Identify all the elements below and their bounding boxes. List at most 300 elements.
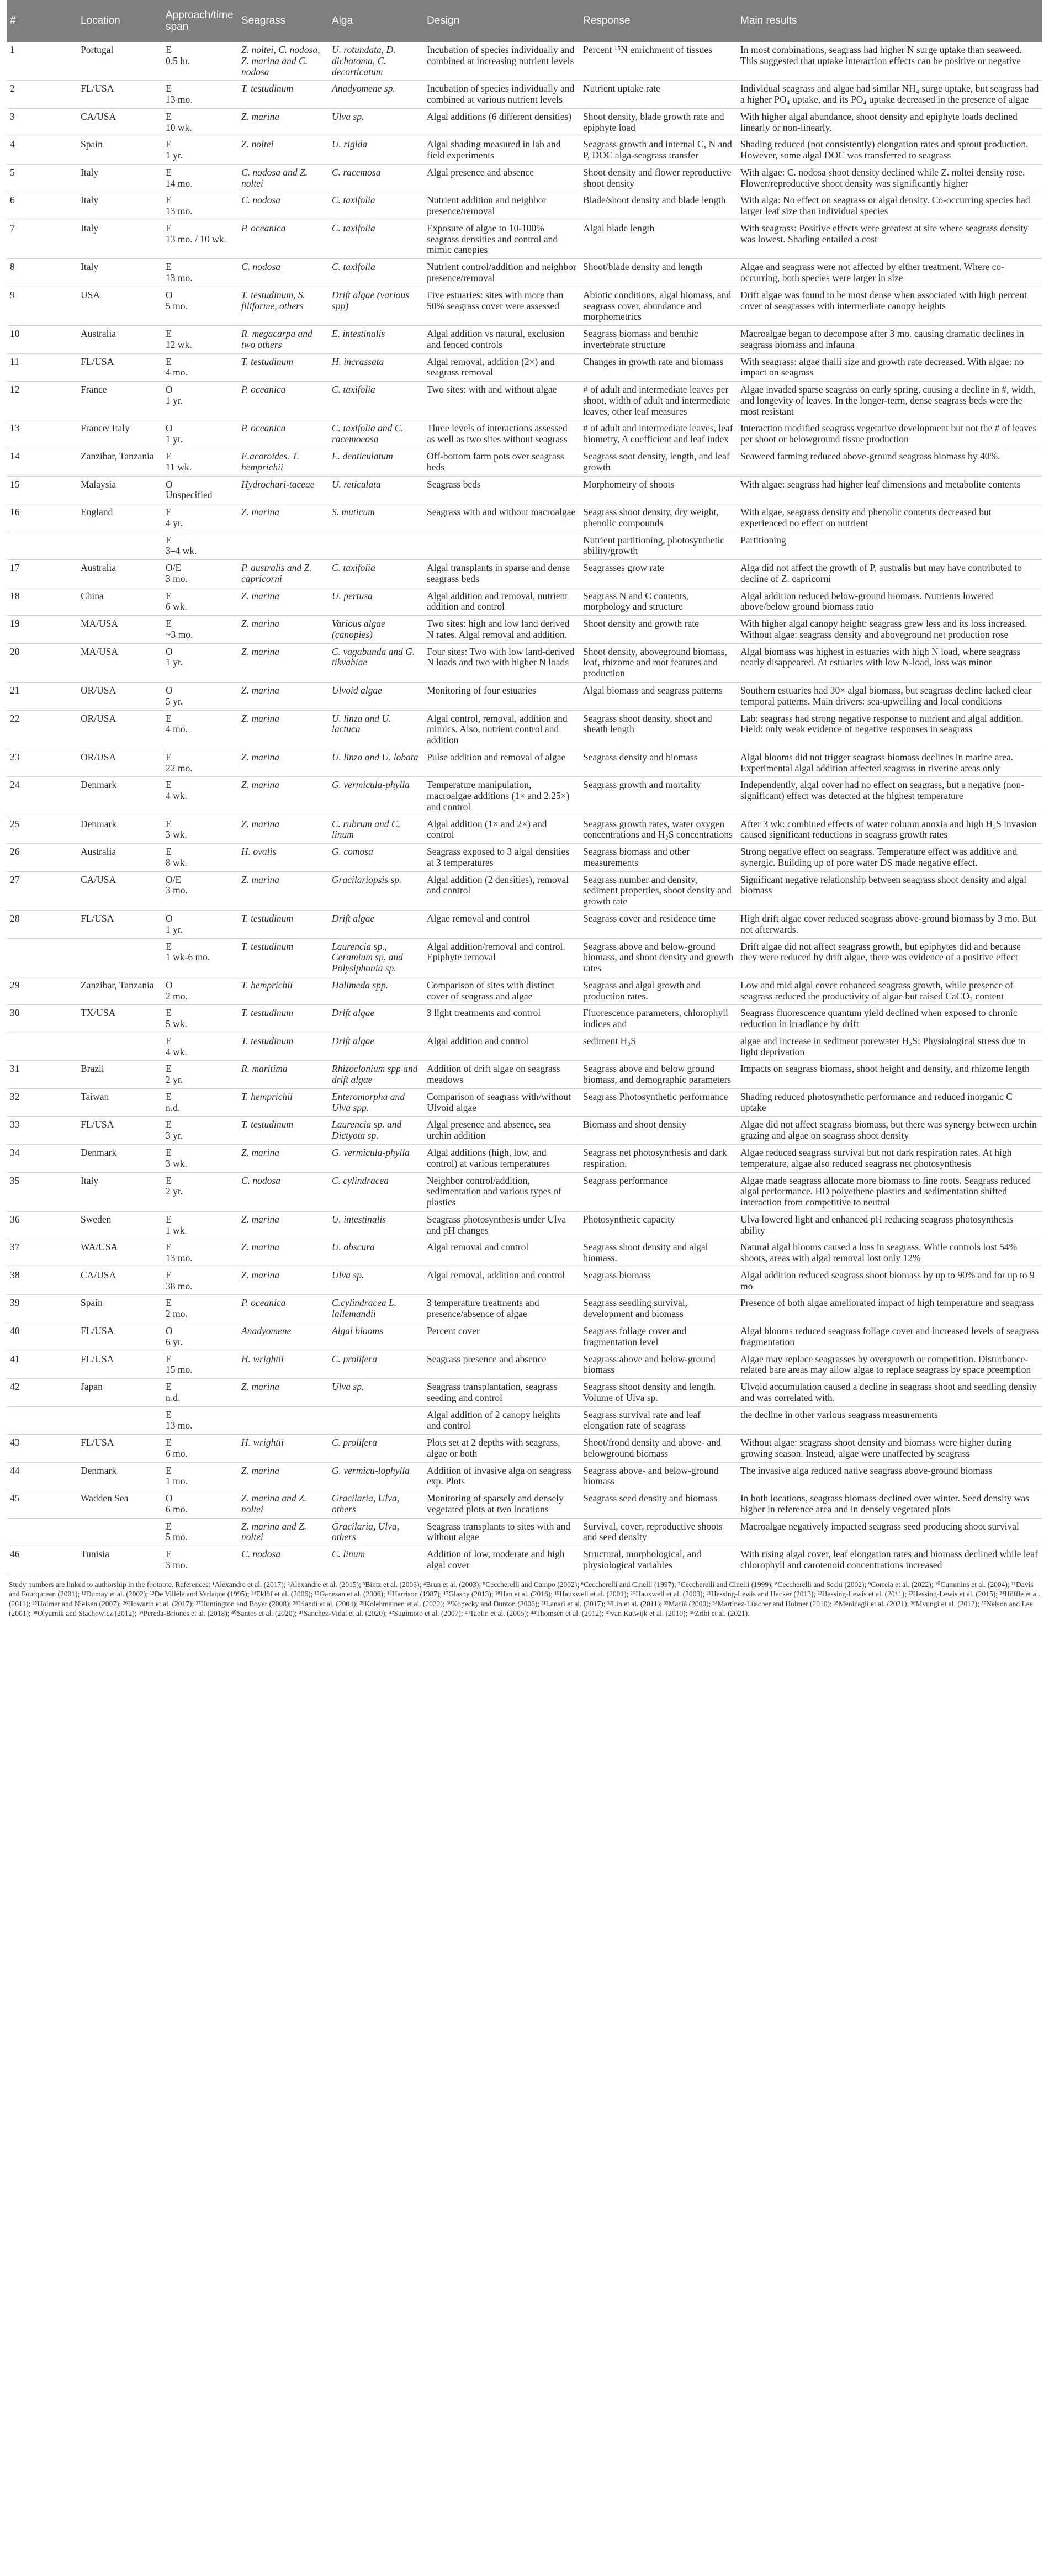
results-cell: After 3 wk: combined effects of water column anoxia and high H₂S invasion caused significant reductions in seagrass growth rates — [737, 816, 1042, 844]
results-cell: Partitioning — [737, 532, 1042, 560]
design-cell: Temperature manipulation, macroalgae additions (1× and 2.25×) and control — [423, 777, 580, 816]
approach-cell: E 3–4 wk. — [162, 532, 238, 560]
response-cell: Seagrasses grow rate — [580, 560, 737, 588]
seagrass-cell: Z. marina — [238, 588, 329, 616]
alga-cell: C.cylindracea L. lallemandii — [329, 1295, 423, 1323]
design-cell: Comparison of sites with distinct cover of seagrass and algae — [423, 977, 580, 1005]
alga-cell: G. vermicu-lophylla — [329, 1462, 423, 1490]
seagrass-cell: T. testudinum — [238, 353, 329, 382]
table-row — [7, 382, 1042, 420]
study-number: 42 — [7, 1379, 77, 1407]
table-row — [7, 1145, 1042, 1173]
study-number: 5 — [7, 164, 77, 192]
results-cell: With rising algal cover, leaf elongation rates and biomass declined while leaf chlorophyll and carotenoid concentrations increased — [737, 1546, 1042, 1574]
response-cell: Seagrass survival rate and leaf elongation rate of seagrass — [580, 1406, 737, 1435]
results-cell: Seaweed farming reduced above-ground seagrass biomass by 40%. — [737, 448, 1042, 476]
location-cell: OR/USA — [77, 749, 162, 777]
location-cell: Brazil — [77, 1061, 162, 1089]
location-cell: Italy — [77, 192, 162, 220]
response-cell: Photosynthetic capacity — [580, 1211, 737, 1239]
alga-cell: Gracilariopsis sp. — [329, 871, 423, 910]
alga-cell: U. reticulata — [329, 476, 423, 504]
results-cell: Natural algal blooms caused a loss in seagrass. While controls lost 54% shoots, areas with algal removal lost only 12% — [737, 1239, 1042, 1267]
study-number: 15 — [7, 476, 77, 504]
results-cell: Algae reduced seagrass survival but not dark respiration rates. At high temperature, algae also reduced seagrass net photosynthesis — [737, 1145, 1042, 1173]
approach-cell: E n.d. — [162, 1379, 238, 1407]
alga-cell: U. intestinalis — [329, 1211, 423, 1239]
table-header — [7, 0, 1042, 42]
location-cell: WA/USA — [77, 1239, 162, 1267]
design-cell: Two sites: with and without algae — [423, 382, 580, 420]
table-row — [7, 1379, 1042, 1407]
table-row — [7, 326, 1042, 354]
design-cell: Plots set at 2 depths with seagrass, algae or both — [423, 1435, 580, 1463]
study-number: 20 — [7, 643, 77, 682]
seagrass-cell: T. testudinum — [238, 1005, 329, 1033]
results-cell: In most combinations, seagrass had higher N surge uptake than seaweed. This suggested that uptake interaction effects can be positive or negative — [737, 42, 1042, 81]
approach-cell: E 6 wk. — [162, 588, 238, 616]
response-cell: Nutrient uptake rate — [580, 81, 737, 109]
table-row — [7, 1033, 1042, 1061]
table-row — [7, 1546, 1042, 1574]
alga-cell: C. rubrum and C. linum — [329, 816, 423, 844]
alga-cell: G. vermicula-phylla — [329, 777, 423, 816]
location-cell: CA/USA — [77, 871, 162, 910]
table-row — [7, 710, 1042, 749]
design-cell: Algal addition (1× and 2×) and control — [423, 816, 580, 844]
response-cell: Seagrass seed density and biomass — [580, 1490, 737, 1519]
response-cell: Shoot density, aboveground biomass, leaf, rhizome and root features and production — [580, 643, 737, 682]
design-cell: Monitoring of sparsely and densely vegetated plots at two locations — [423, 1490, 580, 1519]
approach-cell: E 15 mo. — [162, 1351, 238, 1379]
seagrass-cell: C. nodosa — [238, 259, 329, 287]
seagrass-cell: C. nodosa — [238, 1172, 329, 1211]
design-cell: Seagrass transplants to sites with and without algae — [423, 1518, 580, 1546]
alga-cell: Ulva sp. — [329, 108, 423, 136]
results-cell: Presence of both algae ameliorated impact of high temperature and seagrass — [737, 1295, 1042, 1323]
design-cell: Seagrass presence and absence — [423, 1351, 580, 1379]
approach-cell: E 3 yr. — [162, 1117, 238, 1145]
study-number: 25 — [7, 816, 77, 844]
location-cell: Australia — [77, 326, 162, 354]
results-cell: Without algae: seagrass shoot density and biomass were higher during growing season. Instead, algae were unaffected by seagrass — [737, 1435, 1042, 1463]
table-row — [7, 1088, 1042, 1117]
response-cell: # of adult and intermediate leaves per shoot, width of adult and intermediate leaves, other leaf measures — [580, 382, 737, 420]
study-number: 12 — [7, 382, 77, 420]
location-cell: China — [77, 588, 162, 616]
response-cell: Seagrass number and density, sediment properties, shoot density and growth rate — [580, 871, 737, 910]
design-cell: Algal presence and absence — [423, 164, 580, 192]
results-cell: Individual seagrass and algae had similar NH₄ surge uptake, but seagrass had a higher PO₄ uptake, and its PO₄ uptake decreased in the presence of algae — [737, 81, 1042, 109]
location-cell — [77, 1406, 162, 1435]
response-cell: Blade/shoot density and blade length — [580, 192, 737, 220]
alga-cell: C. taxifolia — [329, 382, 423, 420]
response-cell: Nutrient partitioning, photosynthetic ability/growth — [580, 532, 737, 560]
design-cell: Algal additions (high, low, and control) at various temperatures — [423, 1145, 580, 1173]
location-cell: France — [77, 382, 162, 420]
response-cell: Shoot/blade density and length — [580, 259, 737, 287]
seagrass-cell: Z. marina — [238, 682, 329, 710]
alga-cell: C. taxifolia — [329, 560, 423, 588]
response-cell: Survival, cover, reproductive shoots and seed density — [580, 1518, 737, 1546]
response-cell: Seagrass growth rates, water oxygen concentrations and H₂S concentrations — [580, 816, 737, 844]
col-location-header: Location — [77, 0, 162, 42]
alga-cell: C. cylindracea — [329, 1172, 423, 1211]
approach-cell: O 1 yr. — [162, 911, 238, 939]
location-cell: FL/USA — [77, 81, 162, 109]
results-cell: algae and increase in sediment porewater H₂S: Physiological stress due to light deprivation — [737, 1033, 1042, 1061]
design-cell: Two sites: high and low land derived N rates. Algal removal and addition. — [423, 616, 580, 644]
table-row — [7, 1323, 1042, 1351]
col-response-header: Response — [580, 0, 737, 42]
seagrass-cell: Z. marina — [238, 1211, 329, 1239]
table-row — [7, 108, 1042, 136]
alga-cell — [329, 1406, 423, 1435]
response-cell: Seagrass above and below-ground biomass, and shoot density and growth rates — [580, 938, 737, 977]
alga-cell: E. intestinalis — [329, 326, 423, 354]
location-cell: CA/USA — [77, 108, 162, 136]
location-cell: FL/USA — [77, 911, 162, 939]
design-cell: Algal addition of 2 canopy heights and control — [423, 1406, 580, 1435]
seagrass-cell: E.acoroides. T. hemprichii — [238, 448, 329, 476]
design-cell: 3 light treatments and control — [423, 1005, 580, 1033]
table-row — [7, 643, 1042, 682]
alga-cell: Enteromorpha and Ulva spp. — [329, 1088, 423, 1117]
results-cell: Algae may replace seagrasses by overgrowth or competition. Disturbance-related bare areas may allow algae to replace seagrass by space preemption — [737, 1351, 1042, 1379]
approach-cell: O 1 yr. — [162, 382, 238, 420]
design-cell: Algal addition (2 densities), removal and control — [423, 871, 580, 910]
location-cell: Italy — [77, 259, 162, 287]
design-cell: Addition of invasive alga on seagrass exp. Plots — [423, 1462, 580, 1490]
location-cell: Malaysia — [77, 476, 162, 504]
table-row — [7, 1435, 1042, 1463]
design-cell: Algal shading measured in lab and field experiments — [423, 136, 580, 165]
alga-cell: Halimeda spp. — [329, 977, 423, 1005]
response-cell: Seagrass Photosynthetic performance — [580, 1088, 737, 1117]
results-cell: With algae, seagrass density and phenolic contents decreased but experienced no effect on nutrient — [737, 504, 1042, 532]
design-cell: Algal control, removal, addition and mimics. Also, nutrient control and addition — [423, 710, 580, 749]
alga-cell — [329, 532, 423, 560]
alga-cell: Ulva sp. — [329, 1267, 423, 1295]
location-cell: France/ Italy — [77, 420, 162, 448]
approach-cell: E 13 mo. — [162, 259, 238, 287]
table-row — [7, 1117, 1042, 1145]
response-cell: Algal biomass and seagrass patterns — [580, 682, 737, 710]
seagrass-cell: P. australis and Z. capricorni — [238, 560, 329, 588]
alga-cell: Ulva sp. — [329, 1379, 423, 1407]
results-cell: Shading reduced photosynthetic performance and reduced inorganic C uptake — [737, 1088, 1042, 1117]
response-cell: Seagrass soot density, length, and leaf growth — [580, 448, 737, 476]
seagrass-cell: Z. marina — [238, 749, 329, 777]
seagrass-cell: P. oceanica — [238, 1295, 329, 1323]
results-cell: Drift algae was found to be most dense when associated with high percent cover of seagrasses with intermediate canopy heights — [737, 287, 1042, 325]
design-cell: Nutrient addition and neighbor presence/removal — [423, 192, 580, 220]
approach-cell: E 13 mo. — [162, 81, 238, 109]
seagrass-cell: T. testudinum — [238, 81, 329, 109]
results-cell: Seagrass fluorescence quantum yield declined when exposed to chronic reduction in irradiance by drift — [737, 1005, 1042, 1033]
study-number: 2 — [7, 81, 77, 109]
location-cell: Italy — [77, 164, 162, 192]
location-cell: Sweden — [77, 1211, 162, 1239]
study-number: 14 — [7, 448, 77, 476]
seagrass-cell: Z. marina — [238, 643, 329, 682]
seagrass-cell: Z. marina and Z. noltei — [238, 1490, 329, 1519]
table-row — [7, 420, 1042, 448]
study-number: 26 — [7, 844, 77, 872]
study-number: 13 — [7, 420, 77, 448]
response-cell: Fluorescence parameters, chlorophyll indices and — [580, 1005, 737, 1033]
approach-cell: E 38 mo. — [162, 1267, 238, 1295]
alga-cell: G. vermicula-phylla — [329, 1145, 423, 1173]
study-number: 7 — [7, 220, 77, 258]
alga-cell: S. muticum — [329, 504, 423, 532]
alga-cell: G. comosa — [329, 844, 423, 872]
alga-cell: Drift algae — [329, 1005, 423, 1033]
results-cell: Independently, algal cover had no effect on seagrass, but a negative (non-significant) effect was detected at the highest temperature — [737, 777, 1042, 816]
design-cell: Four sites: Two with low land-derived N loads and two with higher N loads — [423, 643, 580, 682]
design-cell: Seagrass transplantation, seagrass seeding and control — [423, 1379, 580, 1407]
design-cell: Seagrass with and without macroalgae — [423, 504, 580, 532]
table-row — [7, 192, 1042, 220]
seagrass-cell: T. testudinum — [238, 1033, 329, 1061]
seagrass-cell: H. wrightii — [238, 1351, 329, 1379]
seagrass-cell: T. testudinum — [238, 938, 329, 977]
study-number: 3 — [7, 108, 77, 136]
seagrass-cell: P. oceanica — [238, 420, 329, 448]
alga-cell: U. linza and U. lactuca — [329, 710, 423, 749]
approach-cell: E 4 mo. — [162, 710, 238, 749]
approach-cell: O Unspecified — [162, 476, 238, 504]
design-cell: Off-bottom farm pots over seagrass beds — [423, 448, 580, 476]
results-cell: Impacts on seagrass biomass, shoot height and density, and rhizome length — [737, 1061, 1042, 1089]
design-cell: Pulse addition and removal of algae — [423, 749, 580, 777]
table-row — [7, 1490, 1042, 1519]
seagrass-cell — [238, 1406, 329, 1435]
alga-cell: U. rigida — [329, 136, 423, 165]
seagrass-cell: C. nodosa and Z. noltei — [238, 164, 329, 192]
approach-cell: O 2 mo. — [162, 977, 238, 1005]
studies-table — [7, 0, 1042, 1574]
response-cell: Seagrass shoot density and algal biomass. — [580, 1239, 737, 1267]
approach-cell: O 5 yr. — [162, 682, 238, 710]
design-cell: Algal transplants in sparse and dense seagrass beds — [423, 560, 580, 588]
approach-cell: E 4 wk. — [162, 1033, 238, 1061]
results-cell: With algae: C. nodosa shoot density declined while Z. noltei density rose. Flower/reproductive shoot density was significantly higher — [737, 164, 1042, 192]
results-cell: Interaction modified seagrass vegetative development but not the # of leaves per shoot or belowground tissue production — [737, 420, 1042, 448]
table-row — [7, 816, 1042, 844]
approach-cell: E 0.5 hr. — [162, 42, 238, 81]
design-cell: Seagrass beds — [423, 476, 580, 504]
study-number: 29 — [7, 977, 77, 1005]
seagrass-cell: Anadyomene — [238, 1323, 329, 1351]
location-cell: OR/USA — [77, 710, 162, 749]
alga-cell: Drift algae (various spp) — [329, 287, 423, 325]
approach-cell: E 11 wk. — [162, 448, 238, 476]
table-row — [7, 1406, 1042, 1435]
table-row — [7, 136, 1042, 165]
table-row — [7, 164, 1042, 192]
study-number: 9 — [7, 287, 77, 325]
table-row — [7, 1061, 1042, 1089]
response-cell: Seagrass above- and below-ground biomass — [580, 1462, 737, 1490]
results-cell: Strong negative effect on seagrass. Temperature effect was additive and synergic. Building up of pore water DS made negative effect. — [737, 844, 1042, 872]
table-row — [7, 616, 1042, 644]
table-footnote: Study numbers are linked to authorship in the footnote. References: ¹Alexandre et al. (2017); ²Alexandre et al. (2015); ³Bintz et al. (2003); ⁴Brun et al. (2003); ⁵Ceccherelli and Campo (2002); ⁶Ceccherelli and Cinelli (1997); ⁷Ceccherelli and Cinelli (1999); ⁸Ceccherelli and Sechi (2002); ⁹Correia et al. (2022); ¹⁰Cummins et al. (2004); ¹¹Davis and Fourqurean (2001); ¹²Dumay et al. (2002); ¹³De Villèle and Verlaque (1995); ¹⁴Eklöf et al. (2006); ¹⁵Ganesan et al. (2006); ¹⁶Harrison (1987); ¹⁷Glasby (2013); ¹⁸Han et al. (2016); ¹⁹Hauxwell et al. (2001); ²⁰Hauxwell et al. (2003); ²¹Hessing-Lewis and Hacker (2013); ²²Hessing-Lewis et al. (2011); ²³Hessing-Lewis et al. (2015); ²⁴Höffle et al. (2011); ²⁵Holmer and Nielsen (2007); ²⁶Howarth et al. (2017); ²⁷Huntington and Boyer (2008); ²⁸Irlandi et al. (2004); ²⁹Kolehmainen et al. (2022); ³⁰Kopecky and Dunton (2006); ³¹Lanari et al. (2017); ³²Lin et al. (2011); ³³Maciá (2000); ³⁴Martínez-Lüscher and Holmer (2010); ³⁵Menicagli et al. (2021); ³⁶Mvungi et al. (2012); ³⁷Nelson and Lee (2001); ³⁸Olyarnik and Stachowicz (2012); ³⁹Pereda-Briones et al. (2018); ⁴⁰Santos et al. (2020); ⁴¹Sanchez-Vidal et al. (2020); ⁴²Sugimoto et al. (2007); ⁴³Taplin et al. (2005); ⁴⁴Thomsen et al. (2012); ⁴⁵van Katwijk et al. (2010); ⁴⁶Zribi et al. (2021). — [9, 1580, 1040, 1618]
response-cell: Seagrass density and biomass — [580, 749, 737, 777]
location-cell — [77, 532, 162, 560]
study-number: 17 — [7, 560, 77, 588]
table-row — [7, 588, 1042, 616]
response-cell: Seagrass shoot density and length. Volume of Ulva sp. — [580, 1379, 737, 1407]
location-cell: Taiwan — [77, 1088, 162, 1117]
study-number: 33 — [7, 1117, 77, 1145]
seagrass-cell: Z. noltei, C. nodosa, Z. marina and C. nodosa — [238, 42, 329, 81]
response-cell: Biomass and shoot density — [580, 1117, 737, 1145]
results-cell: Lab: seagrass had strong negative response to nutrient and algal addition. Field: only weak evidence of negative responses in seagrass — [737, 710, 1042, 749]
design-cell: Five estuaries: sites with more than 50% seagrass cover were assessed — [423, 287, 580, 325]
location-cell — [77, 1518, 162, 1546]
alga-cell: U. obscura — [329, 1239, 423, 1267]
approach-cell: O/E 3 mo. — [162, 871, 238, 910]
seagrass-cell: Z. marina — [238, 108, 329, 136]
location-cell: Spain — [77, 1295, 162, 1323]
design-cell: Algae removal and control — [423, 911, 580, 939]
design-cell: Seagrass exposed to 3 algal densities at 3 temperatures — [423, 844, 580, 872]
approach-cell: O 6 yr. — [162, 1323, 238, 1351]
approach-cell: E n.d. — [162, 1088, 238, 1117]
design-cell: Algal addition/removal and control. Epiphyte removal — [423, 938, 580, 977]
alga-cell: C. taxifolia — [329, 259, 423, 287]
alga-cell: Ulvoid algae — [329, 682, 423, 710]
results-cell: Alga did not affect the growth of P. australis but may have contributed to decline of Z. capricorni — [737, 560, 1042, 588]
approach-cell: O 6 mo. — [162, 1490, 238, 1519]
approach-cell: E 4 yr. — [162, 504, 238, 532]
design-cell: Exposure of algae to 10-100% seagrass densities and control and mimic canopies — [423, 220, 580, 258]
alga-cell: C. taxifolia — [329, 192, 423, 220]
results-cell: Algal addition reduced seagrass shoot biomass by up to 90% and for up to 9 mo — [737, 1267, 1042, 1295]
location-cell: Italy — [77, 220, 162, 258]
study-number: 41 — [7, 1351, 77, 1379]
response-cell: # of adult and intermediate leaves, leaf biometry, A coefficient and leaf index — [580, 420, 737, 448]
location-cell: Portugal — [77, 42, 162, 81]
location-cell: Wadden Sea — [77, 1490, 162, 1519]
results-cell: With seagrass: algae thalli size and growth rate decreased. With algae: no impact on seagrass — [737, 353, 1042, 382]
results-cell: In both locations, seagrass biomass declined over winter. Seed density was higher in reference area and in densely vegetated plots — [737, 1490, 1042, 1519]
design-cell: Algal presence and absence, sea urchin addition — [423, 1117, 580, 1145]
approach-cell: E ~3 mo. — [162, 616, 238, 644]
approach-cell: E 3 wk. — [162, 1145, 238, 1173]
table-row — [7, 1211, 1042, 1239]
location-cell: FL/USA — [77, 1323, 162, 1351]
results-cell: With higher algal abundance, shoot density and epiphyte loads declined linearly or non-linearly. — [737, 108, 1042, 136]
study-number: 28 — [7, 911, 77, 939]
seagrass-cell: H. ovalis — [238, 844, 329, 872]
response-cell: Shoot density, blade growth rate and epiphyte load — [580, 108, 737, 136]
study-number: 23 — [7, 749, 77, 777]
seagrass-cell — [238, 532, 329, 560]
location-cell: FL/USA — [77, 1351, 162, 1379]
response-cell: Seagrass above and below-ground biomass — [580, 1351, 737, 1379]
approach-cell: E 13 mo. — [162, 1239, 238, 1267]
seagrass-cell: T. hemprichii — [238, 977, 329, 1005]
response-cell: Seagrass biomass — [580, 1267, 737, 1295]
study-number: 18 — [7, 588, 77, 616]
approach-cell: O 5 mo. — [162, 287, 238, 325]
results-cell: With higher algal canopy height: seagrass grew less and its loss increased. Without algae: seagrass density and aboveground net production rose — [737, 616, 1042, 644]
seagrass-cell: T. testudinum — [238, 1117, 329, 1145]
table-row — [7, 1267, 1042, 1295]
col-seagrass-header: Seagrass — [238, 0, 329, 42]
design-cell: Seagrass photosynthesis under Ulva and pH changes — [423, 1211, 580, 1239]
results-cell: Algae invaded sparse seagrass on early spring, causing a decline in #, width, and longevity of leaves. In the longer-term, dense seagrass beds were the most resistant — [737, 382, 1042, 420]
approach-cell: E 3 mo. — [162, 1546, 238, 1574]
table-row — [7, 871, 1042, 910]
response-cell: Morphometry of shoots — [580, 476, 737, 504]
response-cell: Seagrass and algal growth and production rates. — [580, 977, 737, 1005]
seagrass-cell: R. megacarpa and two others — [238, 326, 329, 354]
response-cell: Seagrass net photosynthesis and dark respiration. — [580, 1145, 737, 1173]
table-row — [7, 977, 1042, 1005]
study-number: 32 — [7, 1088, 77, 1117]
seagrass-cell: C. nodosa — [238, 192, 329, 220]
table-row — [7, 1239, 1042, 1267]
design-cell: Incubation of species individually and combined at various nutrient levels — [423, 81, 580, 109]
approach-cell: E 1 mo. — [162, 1462, 238, 1490]
alga-cell: Algal blooms — [329, 1323, 423, 1351]
seagrass-cell: P. oceanica — [238, 220, 329, 258]
results-cell: Algal biomass was highest in estuaries with high N load, where seagrass nearly disappeared. At estuaries with low N-load, loss was minor — [737, 643, 1042, 682]
table-row — [7, 220, 1042, 258]
location-cell — [77, 938, 162, 977]
results-cell: Algal blooms reduced seagrass foliage cover and increased levels of seagrass fragmentation — [737, 1323, 1042, 1351]
results-cell: Ulvoid accumulation caused a decline in seagrass shoot and seedling density and was correlated with. — [737, 1379, 1042, 1407]
table-row — [7, 749, 1042, 777]
table-row — [7, 1172, 1042, 1211]
results-cell: Algal addition reduced below-ground biomass. Nutrients lowered above/below ground biomass ratio — [737, 588, 1042, 616]
response-cell: Seagrass growth and internal C, N and P, DOC alga-seagrass transfer — [580, 136, 737, 165]
response-cell: Changes in growth rate and biomass — [580, 353, 737, 382]
location-cell: Zanzibar, Tanzania — [77, 448, 162, 476]
study-number: 8 — [7, 259, 77, 287]
approach-cell: O 1 yr. — [162, 643, 238, 682]
alga-cell: U. rotundata, D. dichotoma, C. decorticatum — [329, 42, 423, 81]
response-cell: Seagrass cover and residence time — [580, 911, 737, 939]
seagrass-cell: Z. marina — [238, 710, 329, 749]
table-row — [7, 1518, 1042, 1546]
approach-cell: E 12 wk. — [162, 326, 238, 354]
alga-cell: U. linza and U. lobata — [329, 749, 423, 777]
approach-cell: E 1 wk. — [162, 1211, 238, 1239]
response-cell: Seagrass N and C contents, morphology and structure — [580, 588, 737, 616]
approach-cell: E 8 wk. — [162, 844, 238, 872]
table-row — [7, 1462, 1042, 1490]
design-cell: Percent cover — [423, 1323, 580, 1351]
study-number: 1 — [7, 42, 77, 81]
results-cell: Shading reduced (not consistently) elongation rates and sprout production. However, some algal DOC was transferred to seagrass — [737, 136, 1042, 165]
alga-cell: C. vagabunda and G. tikvahiae — [329, 643, 423, 682]
approach-cell: E 5 wk. — [162, 1005, 238, 1033]
results-cell: Algae and seagrass were not affected by either treatment. Where co-occurring, both species were larger in size — [737, 259, 1042, 287]
response-cell: Seagrass above and below ground biomass, and demographic parameters — [580, 1061, 737, 1089]
study-number — [7, 1406, 77, 1435]
study-number: 10 — [7, 326, 77, 354]
design-cell: Algal removal, addition and control — [423, 1267, 580, 1295]
table-row — [7, 476, 1042, 504]
results-cell: Ulva lowered light and enhanced pH reducing seagrass photosynthesis ability — [737, 1211, 1042, 1239]
response-cell: Seagrass biomass and other measurements — [580, 844, 737, 872]
approach-cell: E 13 mo. — [162, 192, 238, 220]
design-cell: Addition of low, moderate and high algal cover — [423, 1546, 580, 1574]
